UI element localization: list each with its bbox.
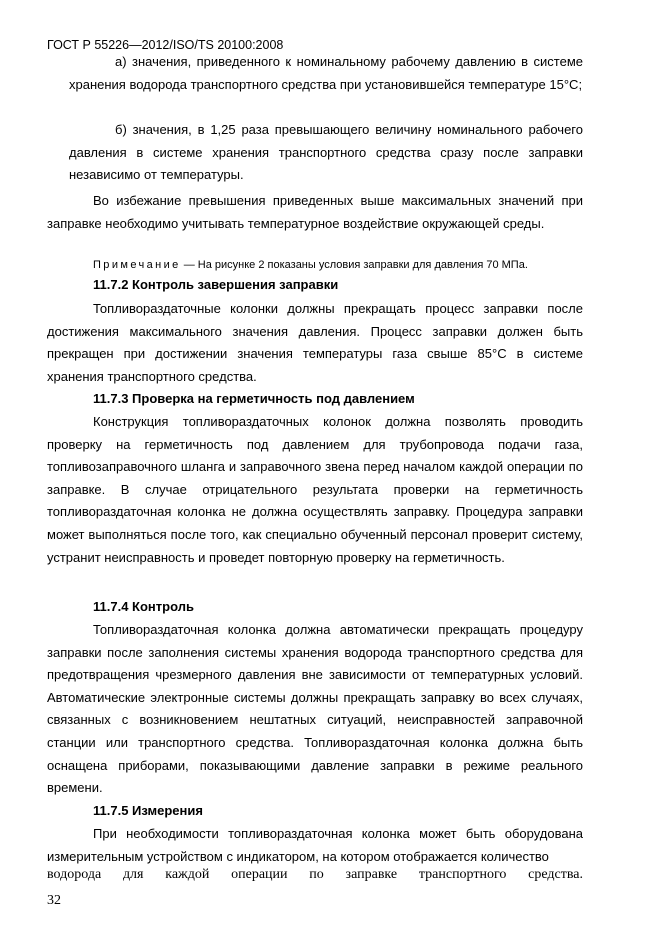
list-item-b <box>47 119 583 187</box>
note-label: Примечание <box>93 259 181 271</box>
section-text-11-7-2: Топливораздаточные колонки должны прекращать процесс заправки после достижения максимального значения давления. Процесс заправки должен быть прекращен при достижении значения температуры газа свыше 85°С в системе хранения транспортного средства. <box>47 301 583 384</box>
section-text-11-7-3: Конструкция топливораздаточных колонок должна позволять проводить проверку на герметичность под давлением для трубопровода подачи газа, топливозаправочного шланга и заправочного звена перед началом каждой операции по заправке. В случае отрицательного результата проверки на герметичность топливораздаточная колонка не должна осуществлять заправку. Процедура заправки может выполняться после того, как специально обученный персонал проверит систему, устранит неисправность и проведет повторную проверку на герметичность. <box>47 414 583 565</box>
section-text-11-7-5-last-line: водорода для каждой операции по заправке транспортного средства. <box>47 867 583 882</box>
intro-paragraph: Во избежание превышения приведенных выше максимальных значений при заправке необходимо учитывать температурное воздействие окружающей среды. <box>47 193 583 231</box>
section-heading-11-7-3: 11.7.3 Проверка на герметичность под давлением <box>93 391 415 406</box>
section-heading-11-7-2: 11.7.2 Контроль завершения заправки <box>93 277 339 292</box>
page-number: 32 <box>47 893 61 908</box>
section-text-11-7-4: Топливораздаточная колонка должна автоматически прекращать процедуру заправки после заполнения системы хранения водорода транспортного средства для предотвращения чрезмерного давления вне зависимости от температурных условий. Автоматические электронные системы должны прекращать заправку во всех случаях, связанных с возникновением нештатных ситуаций, неисправностей заправочной станции или транспортного средства. Топливораздаточная колонка должна быть оснащена приборами, показывающими давление заправки в режиме реального времени. <box>47 622 583 796</box>
document-header: ГОСТ Р 55226—2012/ISO/TS 20100:2008 <box>47 38 284 52</box>
section-heading-11-7-4: 11.7.4 Контроль <box>93 599 194 614</box>
list-item-a <box>47 51 583 96</box>
section-text-11-7-5: При необходимости топливораздаточная колонка может быть оборудована измерительным устройством с индикатором, на котором отображается количество <box>47 826 583 864</box>
note-text: — На рисунке 2 показаны условия заправки для давления 70 МПа. <box>180 259 528 271</box>
section-heading-11-7-5: 11.7.5 Измерения <box>93 803 203 818</box>
list-item-a-text: а) значения, приведенного к номинальному рабочему давлению в системе хранения водорода транспортного средства при установившейся температуре 15°С; <box>69 54 583 92</box>
note <box>93 258 528 272</box>
list-item-b-text: б) значения, в 1,25 раза превышающего величину номинального рабочего давления в системе хранения транспортного средства сразу после заправки независимо от температуры. <box>69 122 583 183</box>
